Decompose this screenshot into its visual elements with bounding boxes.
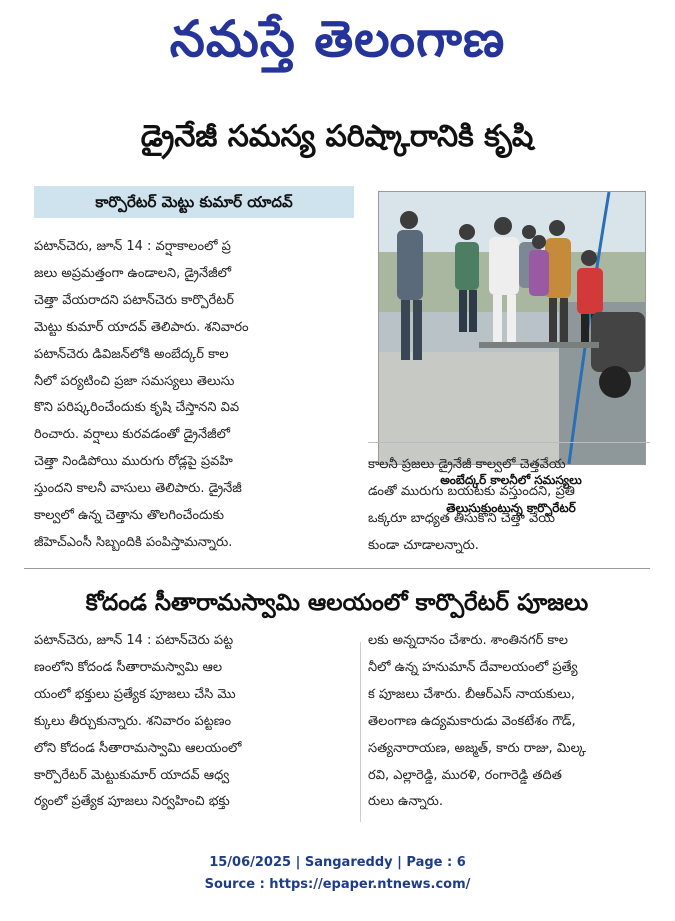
body-line: క్కులు తీర్చుకున్నారు. శనివారం పట్టణం xyxy=(34,713,232,729)
article2-body-left xyxy=(34,628,352,842)
body-line: నీలో ఉన్న హనుమాన్ దేవాలయంలో ప్రత్యే xyxy=(368,659,578,675)
body-line: రించారు. వర్షాలు కురవడంతో డ్రైనేజీలో xyxy=(34,427,231,443)
body-line: జలు అప్రమత్తంగా ఉండాలని, డ్రైనేజీలో xyxy=(34,265,231,281)
body-line: కార్పొరేటర్ మెట్టుకుమార్ యాదవ్ ఆధ్వ xyxy=(34,767,230,783)
article2-headline: కోదండ సీతారామస్వామి ఆలయంలో కార్పొరేటర్ పూజలు xyxy=(85,590,589,616)
article1-headline: డ్రైనేజీ సమస్య పరిష్కారానికి కృషి xyxy=(140,119,534,154)
masthead xyxy=(0,6,675,76)
body-line: మెట్టు కుమార్ యాదవ్ తెలిపారు. శనివారం xyxy=(34,319,249,335)
body-line: ఒక్కరూ బాధ్యత తీసుకొని చెత్తా వేయ xyxy=(368,510,555,526)
body-line: నీలో పర్యటించి ప్రజా సమస్యలు తెలుసు xyxy=(34,373,235,389)
page-footer xyxy=(0,852,675,896)
body-line: రవి, ఎల్లారెడ్డి, మురళి, రంగారెడ్డి తదిత xyxy=(368,767,562,783)
article1-subheading: కార్పొరేటర్ మెట్టు కుమార్ యాదవ్ xyxy=(34,186,354,218)
body-line: తెలంగాణ ఉద్యమకారుడు వెంకటేశం గౌడ్, xyxy=(368,713,576,729)
footer-date-edition-page: 15/06/2025 | Sangareddy | Page : 6 xyxy=(209,855,466,870)
caption-line: తెలుసుకుంటున్న కార్పొరేటర్ xyxy=(446,501,576,515)
body-line: చెత్తా వేయరాదని పటాన్‌చెరు కార్పొరేటర్ xyxy=(34,292,235,308)
body-line: పటాన్‌చెరు, జూన్ 14 : పటాన్‌చెరు పట్ట xyxy=(34,633,234,648)
body-line: క పూజలు చేశారు. బీఆర్ఎస్ నాయకులు, xyxy=(368,686,576,702)
body-line: చెత్తా నిండిపోయి మురుగు రోడ్లపై ప్రవహి xyxy=(34,454,233,470)
article1-photo xyxy=(378,191,646,465)
body-line: కాల్వలో ఉన్న చెత్తాను తొలగించేందుకు xyxy=(34,508,224,524)
body-line: జీహెచ్ఎంసీ సిబ్బందికి పంపిస్తామన్నారు. xyxy=(34,534,233,550)
column-divider xyxy=(360,642,361,822)
footer-source-link[interactable]: Source : https://epaper.ntnews.com/ xyxy=(204,877,471,892)
cut-off-text-strip xyxy=(160,92,500,100)
article-divider xyxy=(24,568,650,569)
masthead-logo-title: నమస్తే తెలంగాణ xyxy=(169,10,506,68)
article1-body-right xyxy=(368,452,650,564)
body-line: కుండా చూడాలన్నారు. xyxy=(368,537,479,553)
body-line: లకు అన్నదానం చేశారు. శాంతినగర్ కాల xyxy=(368,633,568,648)
caption-rule xyxy=(368,442,650,443)
body-line: ణంలోని కోదండ సీతారామస్వామి ఆల xyxy=(34,659,223,675)
body-line: డంతో మురుగు బయటకు వస్తుందని, ప్రతి xyxy=(368,483,575,499)
body-line: కొని పరిష్కరించేందుకు కృషి చేస్తానని వివ xyxy=(34,400,240,416)
body-line: స్తుందని కాలనీ వాసులు తెలిపారు. డ్రైనేజీ xyxy=(34,481,242,497)
body-line: రులు ఉన్నారు. xyxy=(368,794,444,810)
caption-line: అంబేద్కర్ కాలనీలో సమస్యలు xyxy=(440,473,582,487)
body-line: లోని కోదండ సీతారామస్వామి ఆలయంలో xyxy=(34,740,242,756)
news-clipping xyxy=(24,112,650,842)
article2-body-right xyxy=(368,628,650,820)
body-line: ర్యంలో ప్రత్యేక పూజలు నిర్వహించి భక్తు xyxy=(34,794,230,810)
body-line: యంలో భక్తులు ప్రత్యేక పూజలు చేసి మొ xyxy=(34,686,236,702)
body-line: కాలనీ ప్రజలు డ్రైనేజీ కాల్వలో చెత్తవేయ xyxy=(368,457,566,472)
body-line: పటాన్‌చెరు, జూన్ 14 : వర్షాకాలంలో ప్ర xyxy=(34,239,231,254)
body-line: పటాన్‌చెరు డివిజన్‌లోకి అంబేద్కర్ కాల xyxy=(34,346,229,362)
body-line: సత్యనారాయణ, అజ్మత్, కారు రాజు, మిల్క xyxy=(368,740,586,756)
